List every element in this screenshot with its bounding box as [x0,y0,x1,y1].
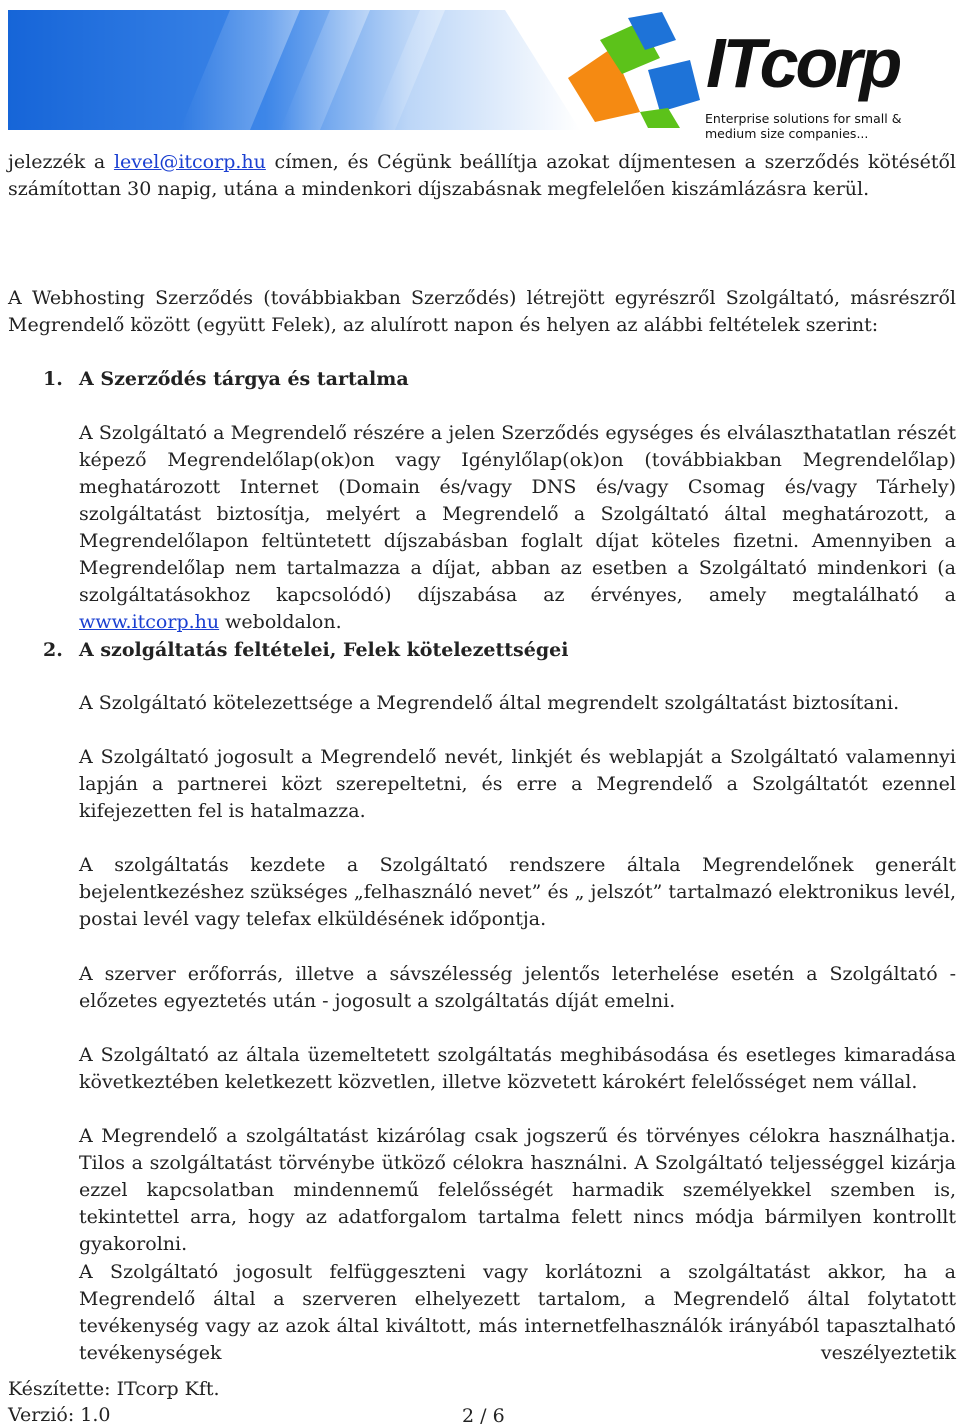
section-2-paragraph-4: A szerver erőforrás, illetve a sávszélesség jelentős leterhelése esetén a Szolgáltató - előzetes egyeztetés után - jogosult a szolgáltatás díját emelni. [79,963,956,1012]
section-1-number: 1. [43,368,63,390]
footer-version: Verzió: 1.0 [8,1404,111,1426]
section-2-paragraph-3: A szolgáltatás kezdete a Szolgáltató rendszere általa Megrendelőnek generált bejelentkezéshez szükséges „felhasználó nevet” és „ jelszót” tartalmazó elektronikus levél, postai levél vagy telefax elküldésének időpontja. [79,854,956,930]
email-link[interactable]: level@itcorp.hu [113,151,266,173]
page-number: 2 / 6 [462,1405,505,1427]
section-2-paragraph-1: A Szolgáltató kötelezettsége a Megrendelő által megrendelt szolgáltatást biztosítani. [79,692,900,714]
section-2-paragraph-5: A Szolgáltató az általa üzemeltetett szolgáltatás meghibásodása és esetleges kimaradása következtében keletkezett közvetlen, illetve közvetett károkért felelősséget nem vállal. [79,1044,956,1093]
header-banner [0,0,960,140]
section-2-number: 2. [43,639,63,661]
footer-author: Készítette: ITcorp Kft. [8,1378,220,1400]
brand-logo-text: ITcorp [706,24,900,102]
section-2-title: A szolgáltatás feltételei, Felek kötelezettségei [79,639,569,661]
section-2-paragraph-6: A Megrendelő a szolgáltatást kizárólag csak jogszerű és törvényes célokra használhatja. Tilos a szolgáltatást törvénybe ütköző célokra használni. A Szolgáltató teljességgel kizárja ezzel kapcsolatban mindennemű felelősségét harmadik személyekkel szemben is, tekintettel arra, hogy az adatforgalom tartalma felett nincs módja bármilyen kontrollt gyakorolni. [79,1125,956,1255]
itcorp-logo-mark [568,12,700,128]
website-link[interactable]: www.itcorp.hu [79,611,220,633]
section-2-paragraph-2: A Szolgáltató jogosult a Megrendelő nevét, linkjét és weblapját a Szolgáltató valamennyi lapján a partnerei közt szerepeltetni, és erre a Megrendelő a Szolgáltatót ezennel kifejezetten fel is hatalmazza. [79,746,956,822]
section-1-paragraph: A Szolgáltató a Megrendelő részére a jelen Szerződés egységes és elválaszthatatlan részét képező Megrendelőlap(ok)on vagy Igénylőlap(ok)on (továbbiakban Megrendelőlap) meghatározott Internet (Domain és/vagy DNS és/vagy Csomag és/vagy Tárhely) szolgáltatást biztosítja, melyért a Megrendelő a Szolgáltató által meghatározott, a Megrendelőlapon feltüntetett díjszabásban foglalt díjat köteles fizetni. Amennyiben a Megrendelőlap nem tartalmazza a díjat, abban az esetben a Szolgáltató mindenkori (a szolgáltatásokhoz kapcsolódó) díjszabása az érvényes, amely megtalálható a www.itcorp.hu weboldalon. [79,422,956,633]
brand-tagline: Enterprise solutions for small & medium size companies... [705,111,902,141]
intro-paragraph-1: jelezzék a level@itcorp.hu címen, és Cégünk beállítja azokat díjmentesen a szerződés kötésétől számítottan 30 napig, utána a mindenkori díjszabásnak megfelelően kiszámlázásra kerül. [8,151,956,200]
section-2-paragraph-7: A Szolgáltató jogosult felfüggeszteni vagy korlátozni a szolgáltatást akkor, ha a Megrendelő által a szerveren elhelyezett tartalom, a Megrendelő által folytatott tevékenység vagy az azok által kiváltott, más internetfelhasználók irányából tapasztalható tevékenységek veszélyeztetik [79,1261,956,1364]
intro-paragraph-2: A Webhosting Szerződés (továbbiakban Szerződés) létrejött egyrészről Szolgáltató, másrészről Megrendelő között (együtt Felek), az alulírott napon és helyen az alábbi feltételek szerint: [8,287,956,336]
section-1-title: A Szerződés tárgya és tartalma [79,368,409,390]
